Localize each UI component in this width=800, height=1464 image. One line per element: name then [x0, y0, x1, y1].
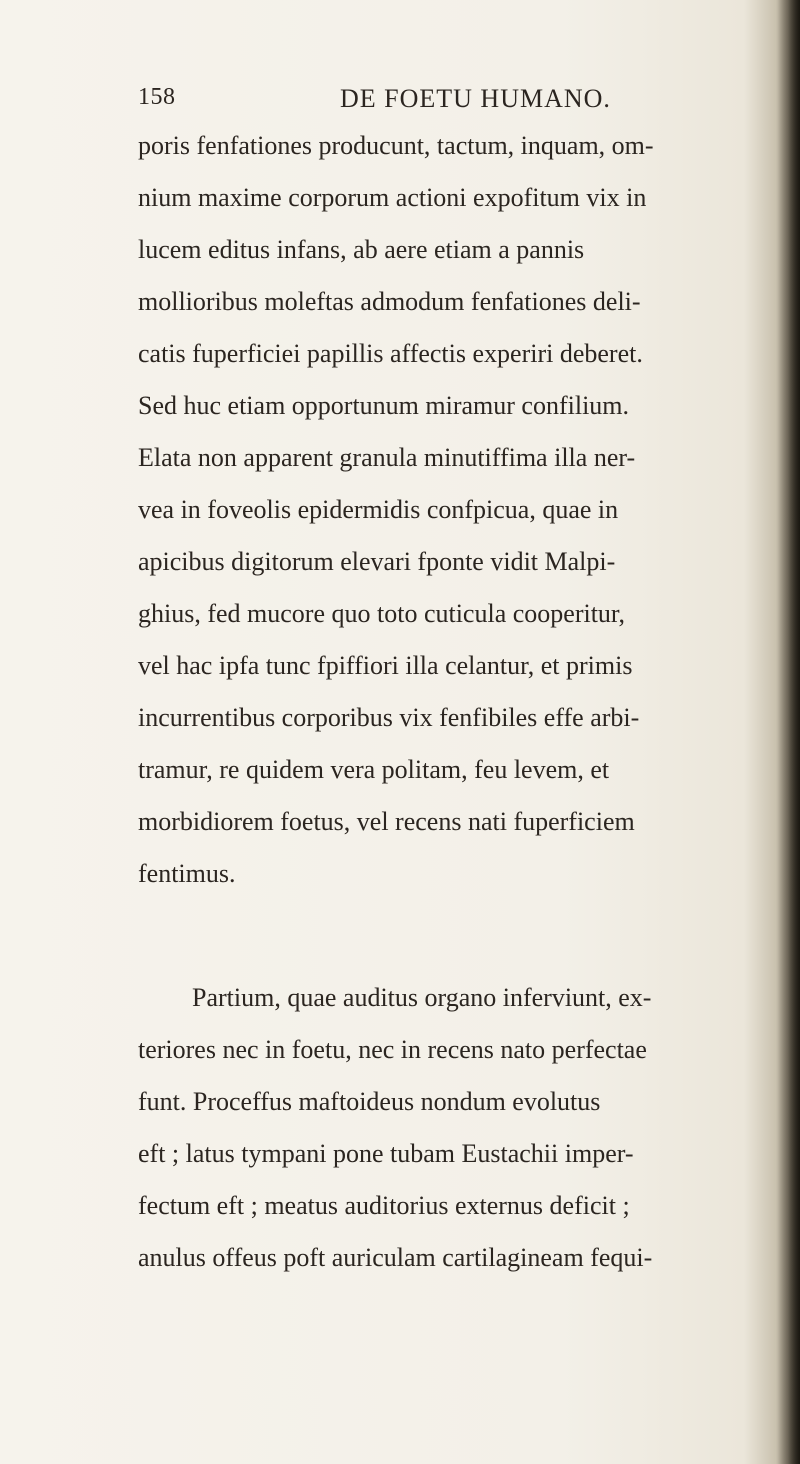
text-line: vel hac ipfa tunc fpiffiori illa celantur, et primis: [138, 651, 633, 680]
text-line: apicibus digitorum elevari fponte vidit Malpi-: [138, 547, 616, 576]
text-line: ghius, fed mucore quo toto cuticula cooperitur,: [138, 599, 626, 628]
text-line: eft ; latus tympani pone tubam Eustachii imper-: [138, 1139, 634, 1168]
text-line: nium maxime corporum actioni expofitum vix in: [138, 183, 647, 212]
paragraph-gap: [138, 900, 778, 972]
running-title: DE FOETU HUMANO.: [340, 84, 611, 113]
text-line: poris fenfationes producunt, tactum, inquam, om-: [138, 131, 654, 160]
text-line: fectum eft ; meatus auditorius externus deficit ;: [138, 1191, 630, 1220]
text-line: Partium, quae auditus organo inferviunt, ex-: [192, 983, 652, 1012]
text-line: morbidiorem foetus, vel recens nati fuperficiem: [138, 807, 635, 836]
text-line: mollioribus moleftas admodum fenfationes deli-: [138, 287, 641, 316]
body-text: [138, 120, 778, 1284]
running-head: [0, 84, 800, 124]
paragraph-2: [138, 972, 778, 1284]
page-number: 158: [138, 84, 176, 110]
paragraph-1: [138, 120, 778, 900]
text-line: vea in foveolis epidermidis confpicua, quae in: [138, 495, 619, 524]
text-line: incurrentibus corporibus vix fenfibiles effe arbi-: [138, 703, 640, 732]
text-line: tramur, re quidem vera politam, feu levem, et: [138, 755, 610, 784]
text-line: Sed huc etiam opportunum miramur confilium.: [138, 391, 630, 420]
text-line: fentimus.: [138, 859, 236, 888]
binding-edge: [778, 0, 800, 1464]
text-line: catis fuperficiei papillis affectis experiri deberet.: [138, 339, 643, 368]
text-line: anulus offeus poft auriculam cartilagineam fequi-: [138, 1243, 653, 1272]
text-line: teriores nec in foetu, nec in recens nato perfectae: [138, 1035, 647, 1064]
text-line: Elata non apparent granula minutiffima illa ner-: [138, 443, 636, 472]
text-line: funt. Proceffus maftoideus nondum evolutus: [138, 1087, 601, 1116]
text-line: lucem editus infans, ab aere etiam a pannis: [138, 235, 585, 264]
